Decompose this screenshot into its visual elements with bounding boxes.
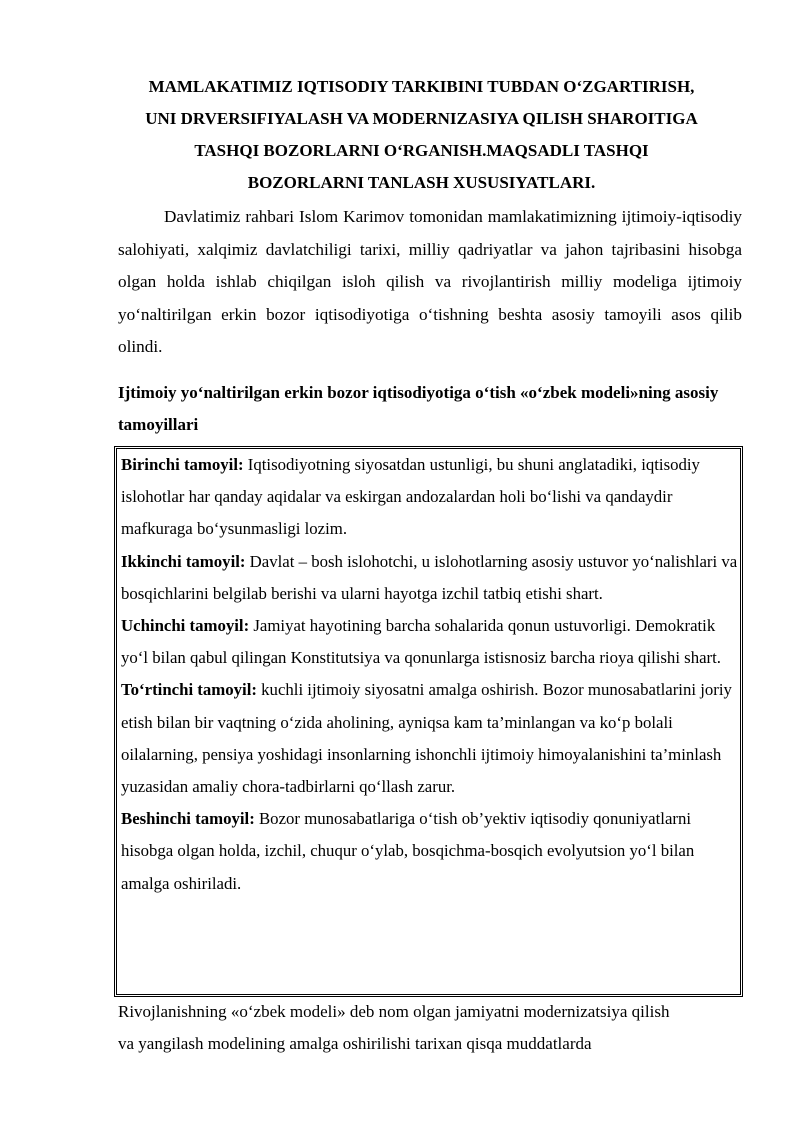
- principle-label: To‘rtinchi tamoyil:: [121, 680, 257, 700]
- principle-item: [121, 803, 740, 900]
- closing-paragraph: [118, 996, 742, 1060]
- principles-box: [114, 446, 743, 997]
- principle-text: kuchli ijtimoiy siyosatni amalga oshirish. Bozor munosabatlarini joriy etish bilan bir vaqtning o‘zida aholining, ayniqsa kam ta’minlangan va ko‘p bolali oilalarning, pensiya yoshidagi insonlarning ishonchli ijtimoiy himoyalanishini ta’minlash yuzasidan amaliy chora-tadbirlarni qo‘llash zarur.: [121, 680, 732, 797]
- principle-text: Bozor munosabatlariga o‘tish ob’yektiv iqtisodiy qonuniyatlarni hisobga olgan holda, izchil, chuqur o‘ylab, bosqichma-bosqich evolyutsion yo‘l bilan amalga oshiriladi.: [121, 809, 695, 893]
- document-title: [100, 71, 743, 199]
- principle-item: [121, 449, 740, 546]
- principle-label: Beshinchi tamoyil:: [121, 809, 255, 829]
- principle-text: Jamiyat hayotining barcha sohalarida qonun ustuvorligi. Demokratik yo‘l bilan qabul qilingan Konstitutsiya va qonunlarga istisnosiz barcha rioya qilishi shart.: [121, 616, 721, 668]
- principle-label: Ikkinchi tamoyil:: [121, 551, 246, 571]
- intro-paragraph: Davlatimiz rahbari Islom Karimov tomonidan mamlakatimizning ijtimoiy-iqtisodiy salohiyati, xalqimiz davlatchiligi tarixi, milliy qadriyatlar va jahon tajribasini hisobga olgan holda ishlab chiqilgan isloh qilish va rivojlantirish milliy modeliga ijtimoiy yo‘naltirilgan erkin bozor iqtisodiyotiga o‘tishning beshta asosiy tamoyili asos qilib olindi.: [118, 207, 742, 356]
- principles-heading: Ijtimoiy yo‘naltirilgan erkin bozor iqtisodiyotiga o‘tish «o‘zbek modeli»ning asosiy tamoyillari: [118, 383, 719, 434]
- principle-text: Iqtisodiyotning siyosatdan ustunligi, bu shuni anglatadiki, iqtisodiy islohotlar har qanday aqidalar va eskirgan andozalardan holi bo‘lishi va qandaydir mafkuraga bo‘ysunmasligi lozim.: [121, 455, 700, 539]
- principle-item: [121, 610, 740, 674]
- principle-item: [121, 546, 740, 610]
- title-line: TASHQI BOZORLARNI O‘RGANISH.MAQSADLI TASHQI: [194, 141, 649, 160]
- principle-item: [121, 674, 740, 803]
- title-line: BOZORLARNI TANLASH XUSUSIYATLARI.: [247, 173, 596, 192]
- principle-label: Uchinchi tamoyil:: [121, 616, 250, 636]
- closing-line: va yangilash modelining amalga oshirilishi tarixan qisqa muddatlarda: [118, 1034, 592, 1053]
- title-line: UNI DRVERSIFIYALASH VA MODERNIZASIYA QILISH SHAROITIGA: [145, 109, 698, 128]
- title-line: MAMLAKATIMIZ IQTISODIY TARKIBINI TUBDAN O‘ZGARTIRISH,: [148, 77, 695, 96]
- principle-text: Davlat – bosh islohotchi, u islohotlarning asosiy ustuvor yo‘nalishlari va bosqichlarini belgilab berishi va ularni hayotga izchil tatbiq etishi shart.: [121, 551, 738, 603]
- principle-label: Birinchi tamoyil:: [121, 455, 244, 474]
- closing-line: Rivojlanishning «o‘zbek modeli» deb nom olgan jamiyatni modernizatsiya qilish: [118, 1002, 670, 1021]
